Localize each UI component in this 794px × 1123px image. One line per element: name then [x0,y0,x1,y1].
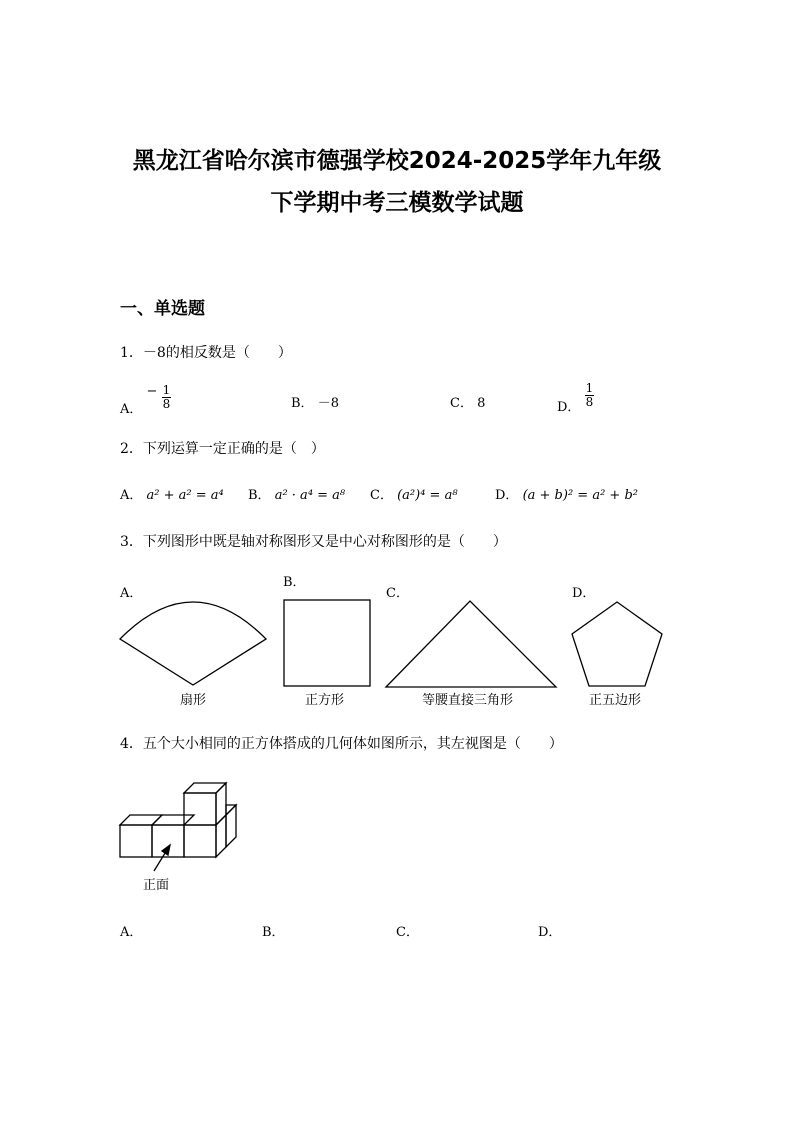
cube-side-upper [216,783,226,825]
q4-option-c[interactable]: C． [396,925,419,940]
q1-option-d-label: D． [557,400,581,415]
q3-caption-square: 正方形 [305,693,345,708]
cube-side-lower [216,815,226,857]
q1-option-a-sign: − [146,384,158,399]
q3-caption-pentagon: 正五边形 [589,693,642,708]
q2-option-a-expression: a² + a² = a⁴ [146,488,224,503]
q1-option-d-numerator: 1 [585,381,594,395]
q3-option-a-label[interactable]: A． [120,586,143,601]
cube-side-back [226,805,236,847]
q4-option-d[interactable]: D． [538,925,562,940]
q4-option-b[interactable]: B． [262,925,285,940]
section-title-single-choice: 一、单选题 [120,299,205,319]
q2-option-d-label: D． [495,488,519,503]
q2-option-a-label: A． [120,488,143,503]
isosceles-right-triangle-shape [386,601,556,687]
square-shape [284,600,370,686]
q1-option-a-label: A． [120,402,143,417]
q4-option-a[interactable]: A． [120,925,143,940]
q2-option-b-label: B． [248,488,271,503]
q3-option-b-label[interactable]: B． [283,575,306,590]
q1-option-b-label: B． [291,396,314,411]
q2-option-c-expression: (a²)⁴ = a⁸ [397,488,458,503]
q2-option-b-expression: a² · a⁴ = a⁸ [274,488,346,503]
question-3-stem: 3．下列图形中既是轴对称图形又是中心对称图形的是（ ） [120,534,507,550]
q1-option-d-denominator: 8 [585,395,594,409]
front-arrow-head [162,845,170,855]
cube-top-1 [120,815,162,825]
q4-figure-front-label: 正面 [143,878,170,893]
q1-option-a-numerator: 1 [162,383,171,397]
question-4-stem: 4．五个大小相同的正方体搭成的几何体如图所示，其左视图是（ ） [120,736,563,752]
page-title-line-2: 下学期中考三模数学试题 [270,190,524,216]
question-1-stem: 1．－8的相反数是（ ） [120,345,292,361]
cube-front-3 [184,825,216,857]
cube-front-1 [120,825,152,857]
q1-option-c-value: 8 [477,396,486,411]
q3-caption-triangle: 等腰直接三角形 [422,693,514,708]
q1-option-b-value: －8 [317,396,339,411]
cube-top-upper [184,783,226,793]
q3-caption-sector: 扇形 [180,693,207,708]
q2-option-c-label: C． [370,488,393,503]
regular-pentagon-shape [572,602,662,686]
q1-option-c-label: C． [450,396,473,411]
cube-top-2 [152,815,194,825]
page-title-line-1: 黑龙江省哈尔滨市德强学校2024-2025学年九年级 [132,148,662,174]
cube-top-back [226,805,236,815]
q3-option-c-label[interactable]: C． [386,586,409,601]
q3-option-d-label[interactable]: D． [572,586,596,601]
q2-option-d-expression: (a + b)² = a² + b² [522,488,638,503]
q1-option-a-denominator: 8 [162,397,171,411]
sector-shape [120,602,266,685]
question-2-stem: 2．下列运算一定正确的是（ ） [120,441,325,457]
q4-cube-figure [110,775,250,890]
